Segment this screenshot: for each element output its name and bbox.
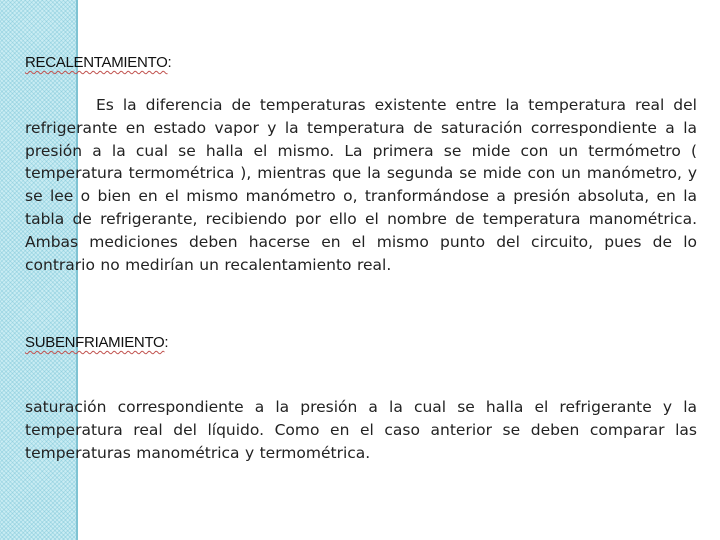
heading-colon: : [164,334,169,351]
heading-title: SUBENFRIAMIENTO [25,334,165,351]
section-body-recalentamiento [25,94,697,276]
body-text: Es la diferencia de temperaturas existente entre la temperatura real del refrigerante en estado vapor y la temperatura de saturación correspondiente a la presión a la cual se halla el mismo. La primera se mide con un termómetro ( temperatura termométrica ), mientras que la segunda se mide con un manómetro, y se lee o bien en el mismo manómetro o, tranformándose a presión absoluta, en la tabla de refrigerante, recibiendo por ello el nombre de temperatura manométrica. Ambas mediciones deben hacerse en el mismo punto del circuito, pues de lo contrario no medirían un recalentamiento real. [25,96,697,274]
section-body-subenfriamiento [25,396,697,464]
section-heading-recalentamiento [25,50,697,76]
slide-content [25,50,697,462]
section-heading-subenfriamiento [25,330,168,356]
body-text: saturación correspondiente a la presión a la cual se halla el refrigerante y la temperatura real del líquido. Como en el caso anterior se deben comparar las temperaturas manométrica y termométrica. [25,398,697,462]
heading-title: RECALENTAMIENTO [25,54,168,71]
heading-colon: : [167,54,172,71]
